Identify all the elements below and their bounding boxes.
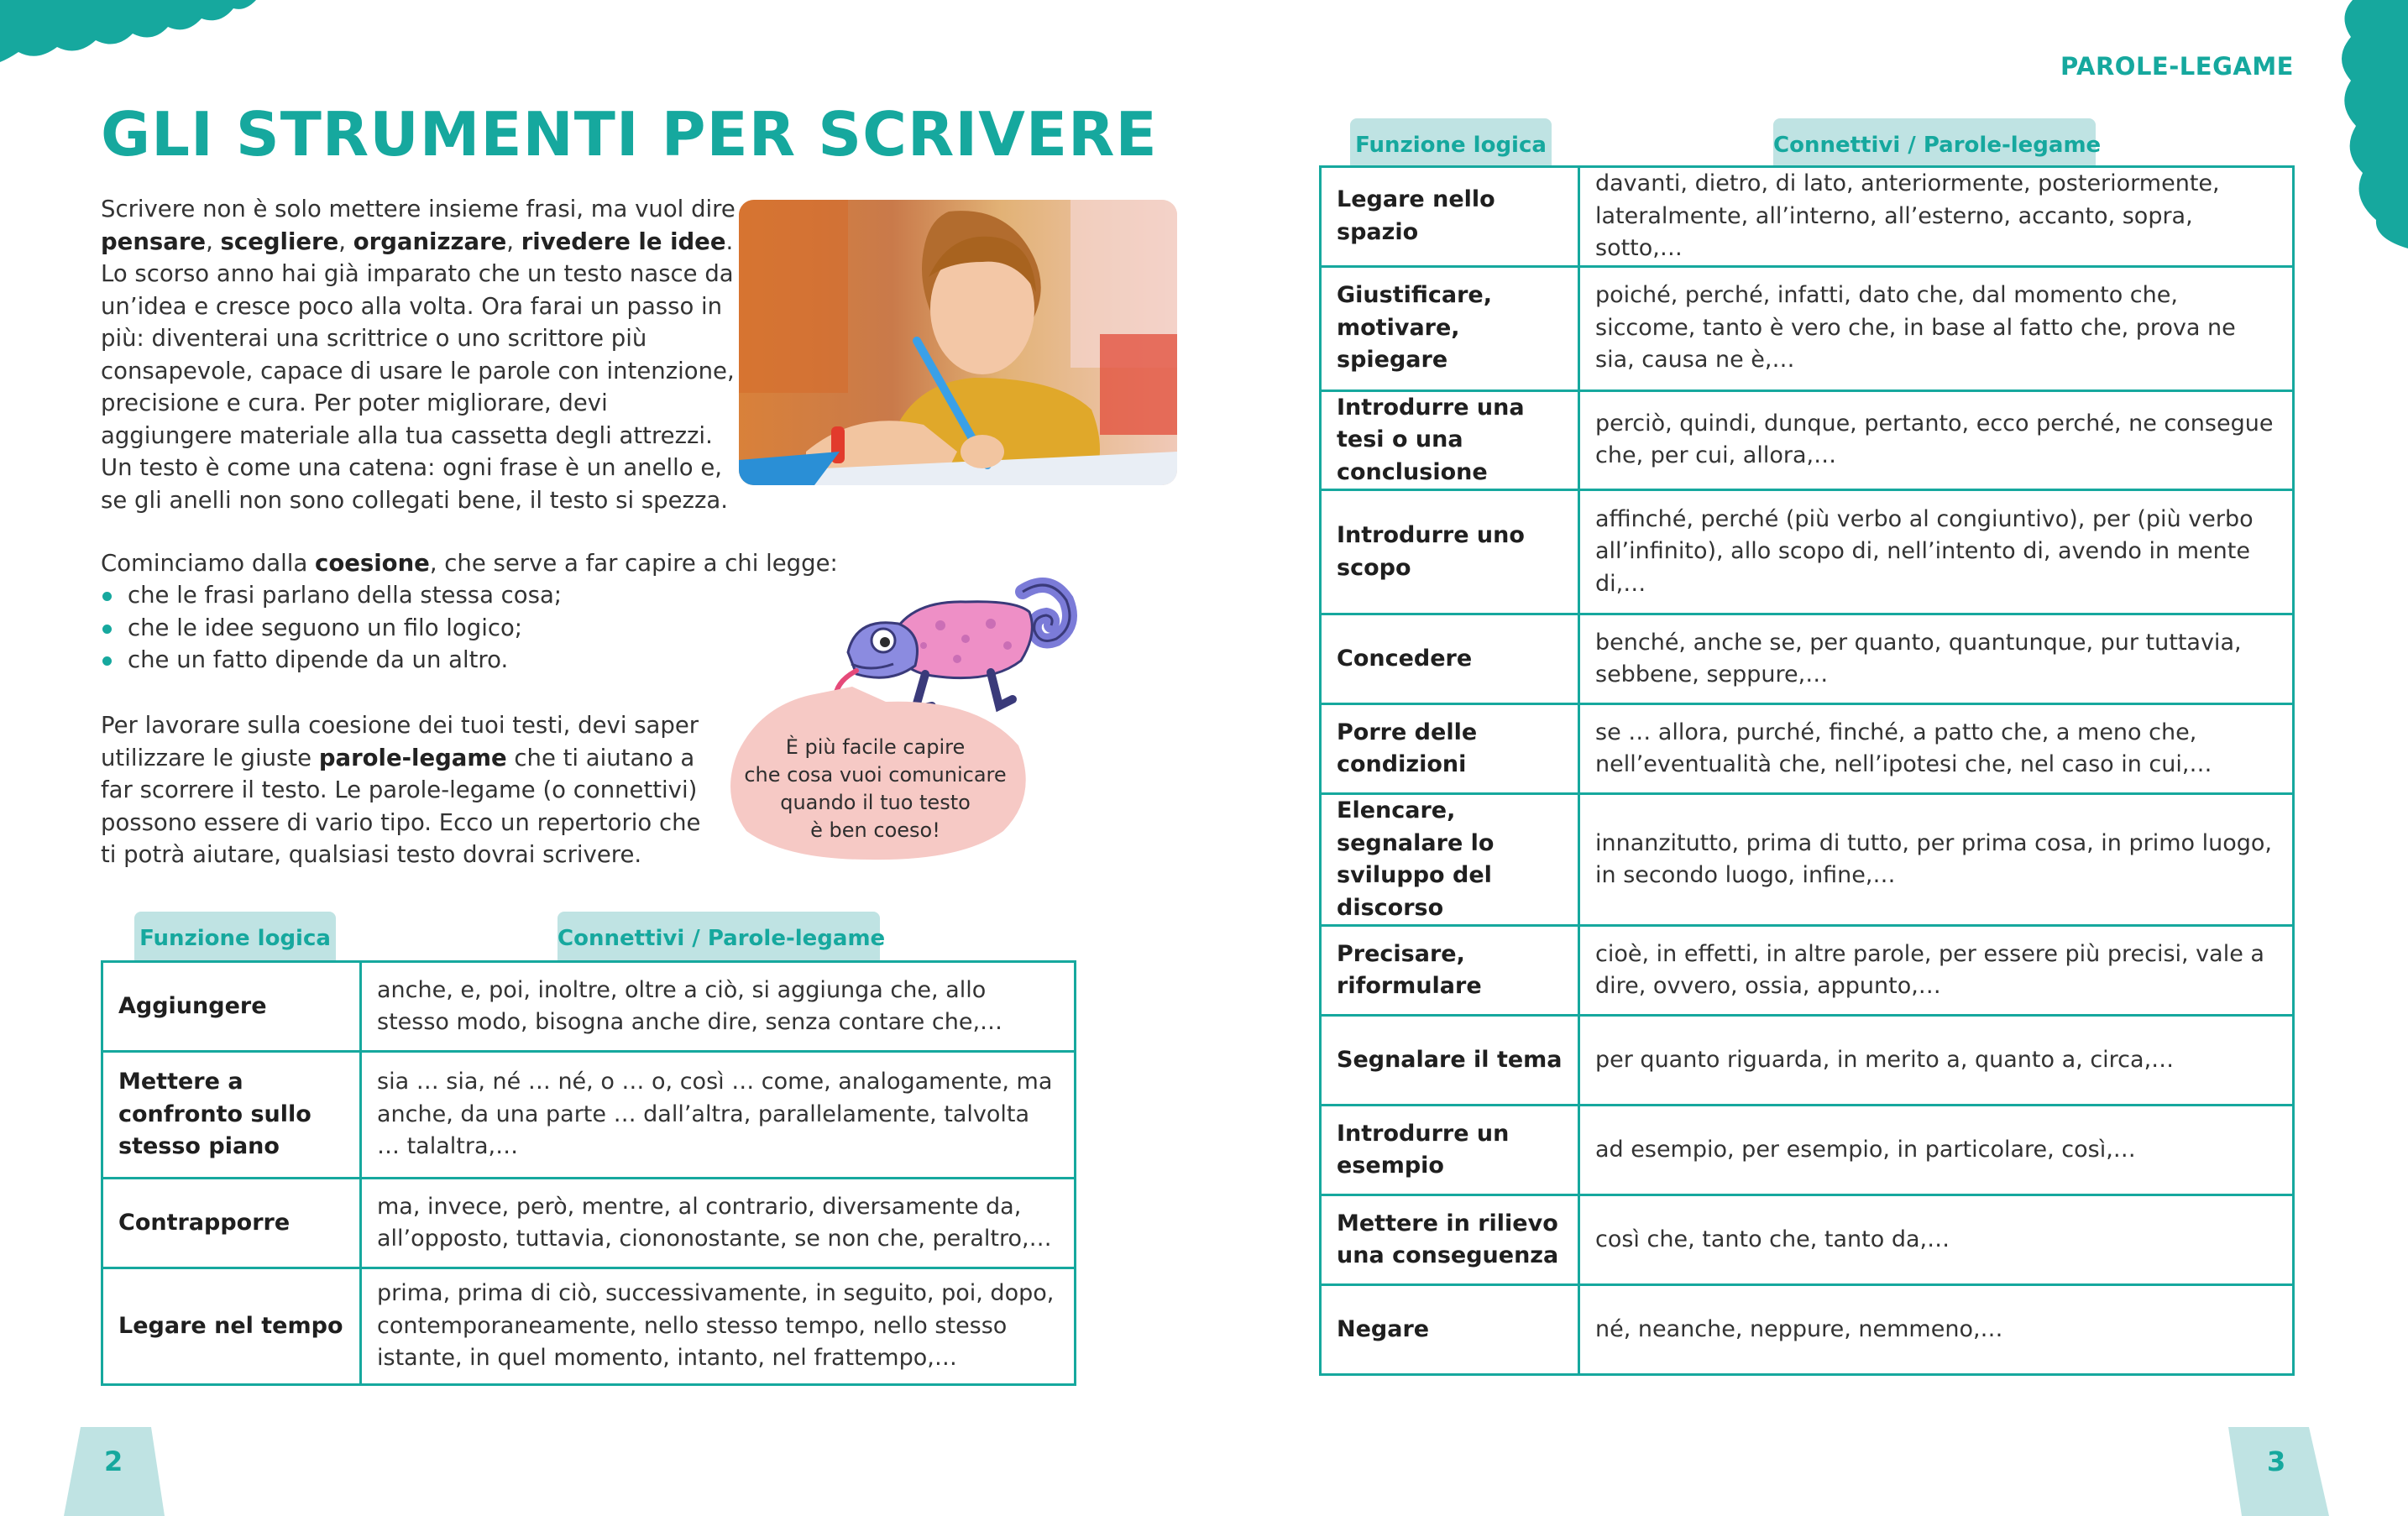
function-cell: Porre delle condizioni bbox=[1321, 704, 1579, 794]
function-cell: Contrapporre bbox=[102, 1179, 361, 1268]
boy-writing-photo bbox=[739, 200, 1177, 485]
list-item: che le frasi parlano della stessa cosa; bbox=[101, 579, 562, 612]
parole-legame-paragraph: Per lavorare sulla coesione dei tuoi testi, devi saper utilizzare le giuste parole-legame che ti aiutano a far scorrere il testo. Le parole-legame (o connettivi) possono essere di vario tipo. Ecco un repertorio che ti potrà aiutare, qualsiasi testo dovrai scrivere. bbox=[101, 712, 701, 868]
table-row bbox=[1321, 490, 2294, 614]
table-row bbox=[1321, 266, 2294, 390]
function-cell: Legare nello spazio bbox=[1321, 167, 1579, 267]
function-cell: Mettere a confronto sullo stesso piano bbox=[102, 1052, 361, 1179]
table-row bbox=[1321, 167, 2294, 267]
connectives-cell: anche, e, poi, inoltre, oltre a ciò, si aggiunga che, allo stesso modo, bisogna anche dire, senza contare che,… bbox=[361, 962, 1076, 1052]
function-cell: Introdurre una tesi o una conclusione bbox=[1321, 390, 1579, 490]
cohesion-bullet-list bbox=[101, 579, 562, 677]
connectives-cell: ad esempio, per esempio, in particolare, così,… bbox=[1579, 1106, 2294, 1195]
page-number: 3 bbox=[2267, 1445, 2286, 1477]
keyword-organizzare: organizzare bbox=[353, 227, 507, 255]
connectives-cell: prima, prima di ciò, successivamente, in seguito, poi, dopo, contemporaneamente, nello stesso tempo, nello stesso istante, in quel momento, intanto, nel frattempo,… bbox=[361, 1268, 1076, 1385]
intro-paragraph: Scrivere non è solo mettere insieme frasi, ma vuol dire pensare, scegliere, organizzare, rivedere le idee. Lo scorso anno hai già imparato che un testo nasce da un’idea e cresce poco alla volta. Ora farai un passo in più: diventerai una scrittrice o uno scrittore più consapevole, capace di usare le parole con intenzione, precisione e cura. Per poter migliorare, devi aggiungere materiale alla tua cassetta degli attrezzi. Un testo è come una catena: ogni frase è un anello e, se gli anelli non sono collegati bene, il testo si spezza. bbox=[101, 196, 735, 514]
connectives-cell: ma, invece, però, mentre, al contrario, diversamente da, all’opposto, tuttavia, ciononostante, se non che, peraltro,… bbox=[361, 1179, 1076, 1268]
page-number-tab-right bbox=[2228, 1427, 2329, 1516]
table-row bbox=[1321, 390, 2294, 490]
connectives-cell: così che, tanto che, tanto da,… bbox=[1579, 1195, 2294, 1285]
connectives-cell: perciò, quindi, dunque, pertanto, ecco perché, ne consegue che, per cui, allora,… bbox=[1579, 390, 2294, 490]
table-row bbox=[1321, 1016, 2294, 1106]
page-title: GLI STRUMENTI PER SCRIVERE bbox=[101, 99, 1158, 170]
keyword-coesione: coesione bbox=[315, 550, 430, 577]
connectives-cell: poiché, perché, infatti, dato che, dal momento che, siccome, tanto è vero che, in base al fatto che, prova ne sia, causa ne è,… bbox=[1579, 266, 2294, 390]
table-row bbox=[102, 1179, 1076, 1268]
table-header-funzione-logica: Funzione logica bbox=[1350, 118, 1552, 167]
wave-corner-decoration bbox=[0, 0, 269, 67]
function-cell: Legare nel tempo bbox=[102, 1268, 361, 1385]
connectives-cell: sia … sia, né … né, o … o, così … come, analogamente, ma anche, da una parte … dall’altra, parallelamente, talvolta … talaltra,… bbox=[361, 1052, 1076, 1179]
function-cell: Giustificare, motivare, spiegare bbox=[1321, 266, 1579, 390]
table-row bbox=[1321, 926, 2294, 1016]
function-cell: Precisare, riformulare bbox=[1321, 926, 1579, 1016]
table-row bbox=[102, 1052, 1076, 1179]
connectives-table-right bbox=[1319, 165, 2295, 1376]
list-item: che un fatto dipende da un altro. bbox=[101, 644, 562, 677]
connectives-cell: cioè, in effetti, in altre parole, per essere più precisi, vale a dire, ovvero, ossia, appunto,… bbox=[1579, 926, 2294, 1016]
connectives-table-left bbox=[101, 960, 1076, 1386]
list-item: che le idee seguono un filo logico; bbox=[101, 612, 562, 645]
function-cell: Aggiungere bbox=[102, 962, 361, 1052]
page-number-tab-left bbox=[64, 1427, 165, 1516]
connectives-cell: né, neanche, neppure, nemmeno,… bbox=[1579, 1285, 2294, 1375]
connectives-cell: benché, anche se, per quanto, quantunque, pur tuttavia, sebbene, seppure,… bbox=[1579, 614, 2294, 704]
table-row bbox=[1321, 704, 2294, 794]
right-page bbox=[1204, 0, 2408, 1516]
table-header-funzione-logica: Funzione logica bbox=[134, 912, 336, 960]
table-header-connettivi: Connettivi / Parole-legame bbox=[1773, 118, 2096, 167]
speech-bubble-text: È più facile capire che cosa vuoi comunicare quando il tuo testo è ben coeso! bbox=[744, 735, 1007, 842]
function-cell: Segnalare il tema bbox=[1321, 1016, 1579, 1106]
connectives-cell: affinché, perché (più verbo al congiuntivo), per (più verbo all’infinito), allo scopo di, nell’intento di, avendo in mente di,… bbox=[1579, 490, 2294, 614]
table-row bbox=[1321, 1195, 2294, 1285]
table-header-connettivi: Connettivi / Parole-legame bbox=[558, 912, 880, 960]
function-cell: Negare bbox=[1321, 1285, 1579, 1375]
keyword-pensare: pensare bbox=[101, 227, 207, 255]
cohesion-intro: Cominciamo dalla coesione, che serve a far capire a chi legge: bbox=[101, 550, 838, 577]
table-row bbox=[1321, 794, 2294, 926]
table-row bbox=[1321, 1106, 2294, 1195]
function-cell: Elencare, segnalare lo sviluppo del discorso bbox=[1321, 794, 1579, 926]
table-row bbox=[1321, 614, 2294, 704]
table-row bbox=[102, 1268, 1076, 1385]
keyword-parole-legame: parole-legame bbox=[318, 744, 507, 771]
table-row bbox=[1321, 1285, 2294, 1375]
keyword-rivedere: rivedere le idee bbox=[521, 227, 726, 255]
function-cell: Concedere bbox=[1321, 614, 1579, 704]
function-cell: Mettere in rilievo una conseguenza bbox=[1321, 1195, 1579, 1285]
function-cell: Introdurre uno scopo bbox=[1321, 490, 1579, 614]
page-number: 2 bbox=[104, 1445, 123, 1477]
table-row bbox=[102, 962, 1076, 1052]
connectives-cell: innanzitutto, prima di tutto, per prima cosa, in primo luogo, in secondo luogo, infine,… bbox=[1579, 794, 2294, 926]
running-head: PAROLE-LEGAME bbox=[2060, 52, 2294, 81]
keyword-scegliere: scegliere bbox=[220, 227, 339, 255]
connectives-cell: davanti, dietro, di lato, anteriormente, posteriormente, lateralmente, all’interno, all’esterno, accanto, sopra, sotto,… bbox=[1579, 167, 2294, 267]
function-cell: Introdurre un esempio bbox=[1321, 1106, 1579, 1195]
wave-corner-decoration bbox=[2332, 0, 2408, 252]
connectives-cell: se … allora, purché, finché, a patto che, a meno che, nell’eventualità che, nell’ipotesi che, nel caso in cui,… bbox=[1579, 704, 2294, 794]
connectives-cell: per quanto riguarda, in merito a, quanto a, circa,… bbox=[1579, 1016, 2294, 1106]
